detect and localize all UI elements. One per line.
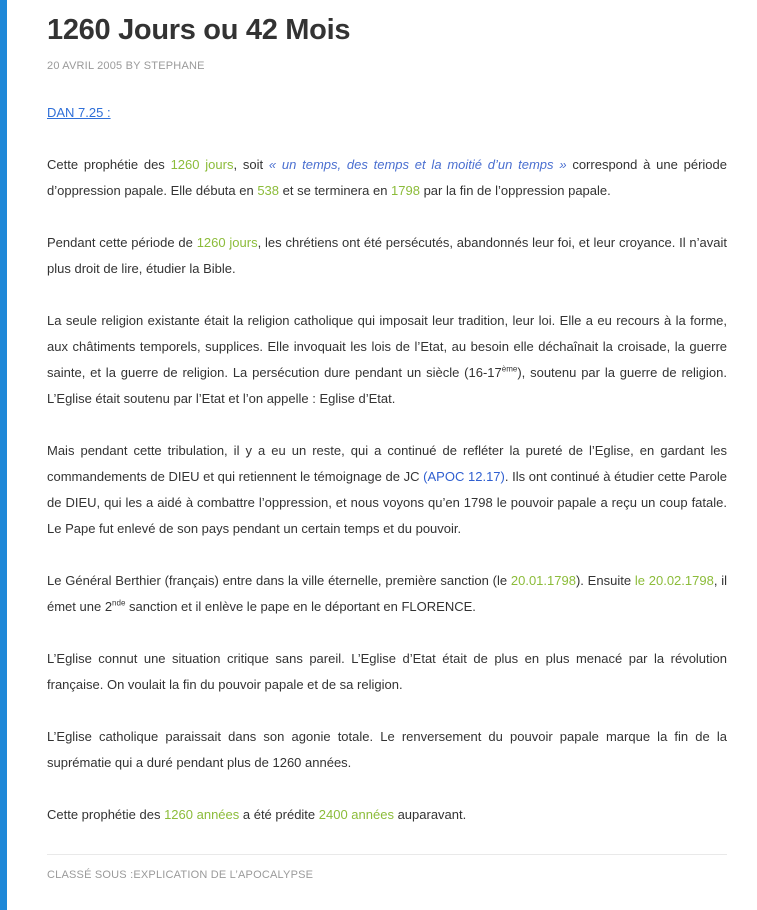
highlight-1798: 1798 [391, 183, 420, 198]
paragraph-2: Pendant cette période de 1260 jours, les chrétiens ont été persécutés, abandonnés leur foi, et leur croyance. Il n’avait plus droit de lire, étudier la Bible. [47, 235, 728, 276]
paragraph-5: Le Général Berthier (français) entre dans la ville éternelle, première sanction (le 20.01.1798). Ensuite le 20.02.1798, il émet une 2nde sanction et il enlève le pape en le déportant en FLORENCE. [47, 573, 728, 614]
dan-reference-link[interactable]: DAN 7.25 : [47, 105, 111, 120]
highlight-2400-annees: 2400 années [318, 807, 394, 822]
paragraph-1: Cette prophétie des 1260 jours, soit « un temps, des temps et la moitié d’un temps » correspond à une période d’oppression papale. Elle débuta en 538 et se terminera en 1798 par la fin de l’oppression papale. [47, 157, 727, 198]
highlight-1260-jours-2: 1260 jours [196, 235, 258, 250]
article [47, 0, 727, 854]
paragraph-6: L’Eglise connut une situation critique sans pareil. L’Eglise d’Etat était de plus en plus menacé par la révolution française. On voulait la fin du pouvoir papale et de sa religion. [47, 651, 727, 692]
highlight-538: 538 [257, 183, 280, 198]
quote-temps: « un temps, des temps et la moitié d’un temps » [268, 157, 567, 172]
highlight-date-2: le 20.02.1798 [634, 573, 714, 588]
highlight-1260-annees: 1260 années [164, 807, 240, 822]
apoc-reference: (APOC 12.17) [423, 469, 505, 484]
article-body [47, 152, 727, 828]
highlight-1260-jours: 1260 jours [170, 157, 234, 172]
paragraph-4: Mais pendant cette tribulation, il y a eu un reste, qui a continué de refléter la pureté de l’Eglise, en gardant les commandements de DIEU et qui retiennent le témoignage de JC (APOC 12.17). Ils ont continué à étudier cette Parole de DIEU, qui les a aidé à combattre l’oppression, et nous voyons qu’en 1798 le pouvoir papale a reçu un coup fatale. Le Pape fut enlevé de son pays pendant un certain temps et du pouvoir. [47, 443, 727, 536]
highlight-date-1: 20.01.1798 [510, 573, 576, 588]
superscript-eme: ème [501, 364, 518, 374]
category-footer[interactable] [47, 854, 727, 881]
paragraph-3: La seule religion existante était la religion catholique qui imposait leur tradition, leur loi. Elle a eu recours à la forme, aux châtiments temporels, supplices. Elle invoquait les lois de l’Etat, au besoin elle déchaînait la croisade, la guerre sainte, et la guerre de religion. La persécution dure pendant un siècle (16-17ème), soutenu par la guerre de religion. L’Eglise était soutenu par l’Etat et l’on appelle : Eglise d’Etat. [47, 313, 727, 406]
superscript-nde: nde [112, 598, 126, 608]
paragraph-8: Cette prophétie des 1260 années a été prédite 2400 années auparavant. [47, 807, 467, 822]
page-title: 1260 Jours ou 42 Mois [47, 14, 351, 46]
paragraph-7: L’Eglise catholique paraissait dans son agonie totale. Le renversement du pouvoir papale marque la fin de la suprématie qui a duré pendant plus de 1260 années. [47, 729, 727, 770]
left-accent-bar [0, 0, 7, 910]
post-meta: 20 AVRIL 2005 BY STEPHANE [47, 60, 205, 72]
category-link[interactable]: CLASSÉ SOUS :EXPLICATION DE L’APOCALYPSE [47, 869, 314, 881]
